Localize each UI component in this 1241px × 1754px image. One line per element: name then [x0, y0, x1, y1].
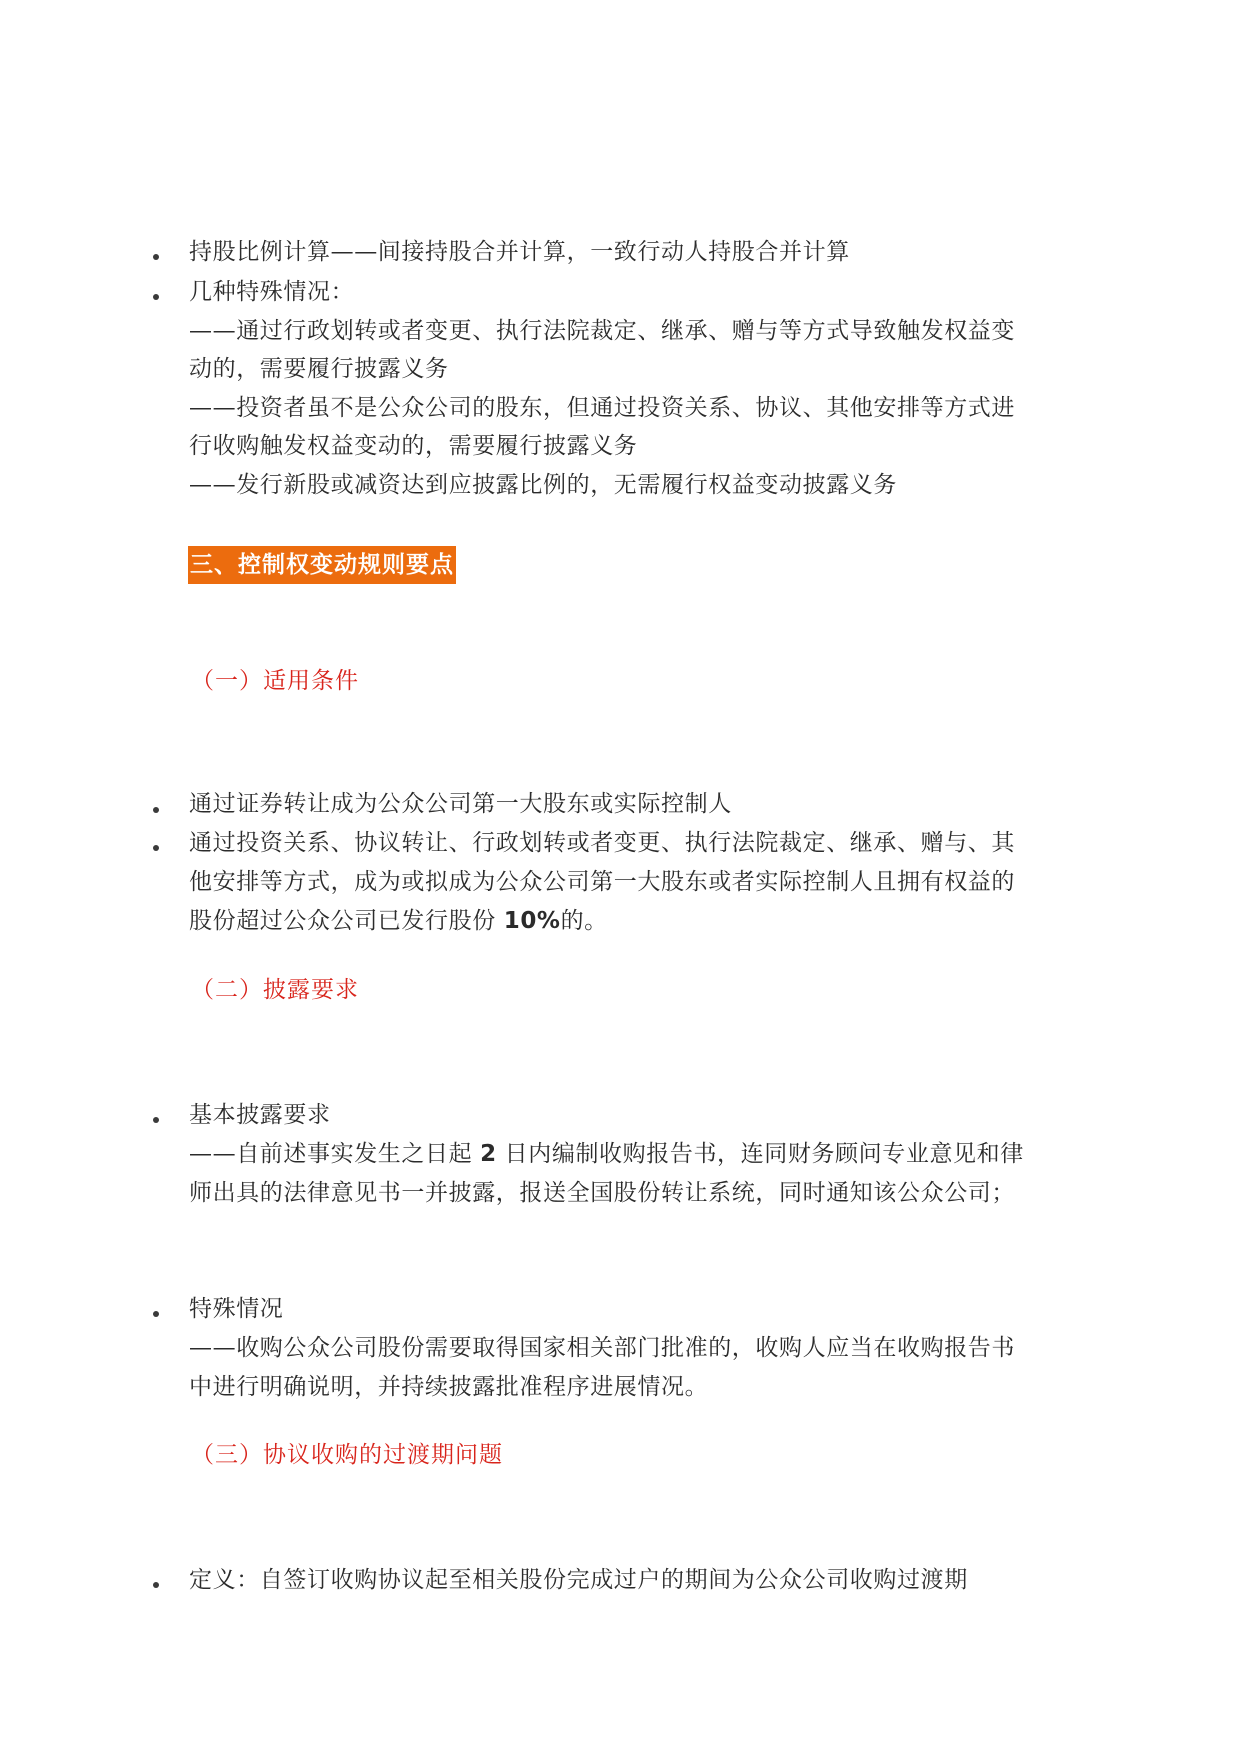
subheading-disclosure: （二）披露要求 — [191, 977, 359, 1003]
paragraph-line: 动的，需要履行披露义务 — [189, 356, 449, 382]
paragraph-line — [189, 1139, 1024, 1169]
list-item: 特殊情况 — [189, 1296, 284, 1322]
list-item-shareholding-calc: 持股比例计算——间接持股合并计算，一致行动人持股合并计算 — [189, 239, 850, 265]
subheading-conditions: （一）适用条件 — [191, 668, 359, 694]
list-item-definition: 定义：自签订收购协议起至相关股份完成过户的期间为公众公司收购过渡期 — [189, 1567, 968, 1593]
bullet-icon — [153, 254, 159, 260]
paragraph-line: 师出具的法律意见书一并披露，报送全国股份转让系统，同时通知该公众公司； — [189, 1180, 1015, 1206]
paragraph-line — [189, 906, 608, 936]
paragraph-line: 行收购触发权益变动的，需要履行披露义务 — [189, 433, 638, 459]
bullet-icon — [153, 1582, 159, 1588]
text-span: 日内编制收购报告书，连同财务顾问专业意见和律 — [496, 1141, 1024, 1167]
text-span: 的。 — [560, 908, 608, 934]
bullet-icon — [153, 845, 159, 851]
paragraph-line: 他安排等方式，成为或拟成为公众公司第一大股东或者实际控制人且拥有权益的 — [189, 869, 1015, 895]
paragraph-line: 中进行明确说明，并持续披露批准程序进展情况。 — [189, 1374, 709, 1400]
paragraph-line: ——发行新股或减资达到应披露比例的，无需履行权益变动披露义务 — [189, 472, 897, 498]
paragraph-line: ——收购公众公司股份需要取得国家相关部门批准的，收购人应当在收购报告书 — [189, 1335, 1015, 1361]
paragraph-line: ——投资者虽不是公众公司的股东，但通过投资关系、协议、其他安排等方式进 — [189, 395, 1015, 421]
text-span: 股份超过公众公司已发行股份 — [189, 908, 504, 934]
day-count: 2 — [480, 1141, 497, 1167]
bullet-icon — [153, 807, 159, 813]
section-heading: 三、控制权变动规则要点 — [188, 546, 456, 584]
bullet-icon — [153, 294, 159, 300]
percentage-value: 10% — [503, 908, 561, 934]
paragraph-line: ——通过行政划转或者变更、执行法院裁定、继承、赠与等方式导致触发权益变 — [189, 318, 1015, 344]
subheading-transition-period: （三）协议收购的过渡期问题 — [191, 1442, 503, 1468]
list-item: 基本披露要求 — [189, 1102, 331, 1128]
list-item: 通过证券转让成为公众公司第一大股东或实际控制人 — [189, 791, 732, 817]
bullet-icon — [153, 1117, 159, 1123]
list-item-special-cases: 几种特殊情况： — [189, 279, 355, 305]
list-item: 通过投资关系、协议转让、行政划转或者变更、执行法院裁定、继承、赠与、其 — [189, 830, 1015, 856]
text-span: ——自前述事实发生之日起 — [189, 1141, 481, 1167]
bullet-icon — [153, 1311, 159, 1317]
